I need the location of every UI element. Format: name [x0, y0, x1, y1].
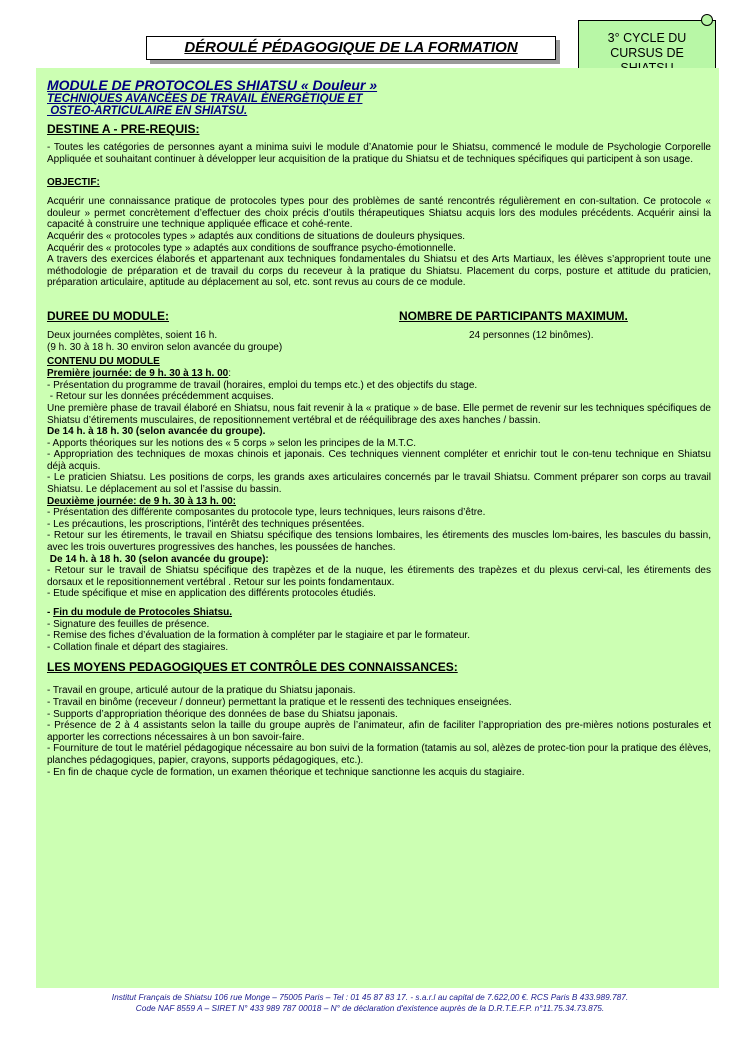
objectif-heading: OBJECTIF: — [47, 177, 100, 189]
day2-am-heading: Deuxième journée: de 9 h. 30 à 13 h. 00: — [47, 495, 236, 507]
fin-item-3: - Collation finale et départ des stagiaires. — [47, 641, 229, 653]
moyens-heading: LES MOYENS PEDAGOGIQUES ET CONTRÔLE DES CONNAISSANCES: — [47, 660, 458, 675]
day1-pm-item-1: - Apports théoriques sur les notions des « 5 corps » selon les principes de la M.T.C. — [47, 437, 417, 449]
day2-pm-item-1: - Retour sur le travail de Shiatsu spécifique des trapèzes et de la nuque, les étirements des trapèzes et du plexus cervi-cal, les étirements des dorsaux et le repositionnement vertébral . Retour sur les points fondamentaux. — [47, 565, 711, 588]
day2-am-item-2: - Les précautions, les proscriptions, l’intérêt des techniques présentées. — [47, 518, 365, 530]
duree-line-1: Deux journées complètes, soient 16 h. — [47, 329, 218, 341]
moyens-item-4: - Présence de 2 à 4 assistants selon la taille du groupe auprès de l’animateur, afin de faciliter l’appropriation des pre-mières notions posturales et apporter les corrections nécessaires à un bon savoir-faire. — [47, 720, 711, 743]
objectif-paragraph-2: Acquérir des « protocoles types » adaptés aux conditions de situations de douleurs physiques. — [47, 230, 466, 242]
day1-am-item-3: Une première phase de travail élaboré en Shiatsu, nous fait revenir à la « pratique » de base. Elle permet de revenir sur les techniques spécifiques de Shiatsu d’étirements musculaires, de repositionnement vertébral et de rééquilibrage des axes hanches / bassin. — [47, 402, 711, 426]
cycle-line-2: CURSUS DE — [610, 46, 684, 60]
duree-column — [47, 309, 399, 353]
day1-am-item-1: - Présentation du programme de travail (horaires, emploi du temps etc.) et des objectifs du stage. — [47, 379, 478, 391]
page-title: DÉROULÉ PÉDAGOGIQUE DE LA FORMATION — [146, 36, 556, 60]
contenu-heading: CONTENU DU MODULE — [47, 356, 160, 368]
day1-am-time: de 9 h. 30 à 13 h. 00 — [132, 368, 229, 380]
day1-pm-item-2: - Appropriation des techniques de moxas chinois et japonais. Ces techniques viennent compléter et enrichir tout le con-tenu technique en Shiatsu déjà acquis. — [47, 449, 711, 472]
fin-item-1: - Signature des feuilles de présence. — [47, 618, 210, 630]
objectif-paragraph-4: A travers des exercices élaborés et appartenant aux techniques fondamentales du Shiatsu et des Arts Martiaux, les élèves s’approprient toute une méthodologie de préparation et de travail du corps du receveur à la pratique du Shiatsu. Placement du corps, posture et attitude du praticien, préparation articulaire, aptitude au déplacement au sol, etc. sont revus au cours de ce module. — [47, 254, 711, 289]
duree-participants-row — [47, 309, 711, 353]
fin-dash: - — [47, 607, 54, 618]
content-area — [47, 78, 711, 778]
day1-pm-item-3: - Le praticien Shiatsu. Les positions de corps, les grands axes articulaires concernés par le travail Shiatsu. Comment préparer son corps au travail Shiatsu. Le déplacement au sol et l’assise du bassin. — [47, 472, 711, 496]
footer-line-2: Code NAF 8559 A – SIRET N° 433 989 787 00018 – N° de déclaration d'existence auprès de la D.R.T.E.F.P. n°11.75.34.73.875. — [135, 1002, 605, 1013]
module-title: MODULE DE PROTOCOLES SHIATSU « Douleur » — [47, 77, 378, 93]
moyens-item-6: - En fin de chaque cycle de formation, un examen théorique et technique sanctionne les acquis du stagiaire. — [47, 766, 525, 778]
page-footer — [0, 992, 740, 1013]
duree-line-2: (9 h. 30 à 18 h. 30 environ selon avancée du groupe) — [47, 341, 283, 353]
day1-am-label: Première journée: — [47, 368, 133, 380]
day2-pm-item-2: - Etude spécifique et mise en application des différents protocoles étudiés. — [47, 588, 376, 600]
fin-label: Fin du module de Protocoles Shiatsu. — [53, 607, 233, 618]
objectif-paragraph-3: Acquérir des « protocoles type » adaptés aux conditions de souffrance psycho-émotionnelle. — [47, 242, 456, 254]
cycle-line-1: 3° CYCLE DU — [607, 31, 687, 45]
prereq-text: - Toutes les catégories de personnes ayant a minima suivi le module d’Anatomie pour le Shiatsu, commencé le module de Psychologie Corporelle Appliquée et souhaitant continuer à développer leur acquisition de la pratique du Shiatsu et de techniques spécifiques qui participent à son usage. — [47, 142, 711, 165]
footer-line-1: Institut Français de Shiatsu 106 rue Monge – 75005 Paris – Tel : 01 45 87 83 17. - s.a.r.l au capital de 7.622,00 €. RCS Paris B 433.989.787. — [111, 992, 629, 1002]
moyens-item-3: - Supports d’appropriation théorique des données de base du Shiatsu japonais. — [47, 708, 398, 720]
fin-heading — [47, 607, 711, 619]
moyens-item-1: - Travail en groupe, articulé autour de la pratique du Shiatsu japonais. — [47, 685, 356, 697]
participants-heading: NOMBRE DE PARTICIPANTS MAXIMUM. — [399, 308, 628, 323]
duree-heading: DUREE DU MODULE: — [47, 308, 169, 323]
day1-am-heading — [47, 368, 711, 380]
module-subtitle-line-1: TECHNIQUES AVANCÉES DE TRAVAIL ÉNERGÉTIQUE ET — [47, 93, 363, 105]
fin-item-2: - Remise des fiches d’évaluation de la formation à compléter par le stagiaire et par le formateur. — [47, 630, 470, 642]
day2-pm-heading: De 14 h. à 18 h. 30 (selon avancée du groupe): — [47, 553, 269, 565]
day2-am-item-1: - Présentation des différente composantes du protocole type, leurs techniques, leurs raisons d’être. — [47, 507, 486, 519]
prereq-heading: DESTINE A - PRE-REQUIS: — [47, 122, 200, 136]
day2-am-item-3: - Retour sur les étirements, le travail en Shiatsu spécifique des tensions lombaires, les étirements des muscles lom-baires, les bascules du bassin, avec les trois ouvertures progressives des hanches, les poussées de hanches. — [47, 530, 711, 554]
day1-am-colon: : — [228, 368, 231, 380]
participants-column — [399, 309, 711, 353]
objectif-paragraph-1: Acquérir une connaissance pratique de protocoles types pour des problèmes de santé rencontrés régulièrement en con-sultation. Ce protocole « douleur » permet concrètement d’effectuer des choix précis d’outils thérapeutiques Shiatsu acquis lors des modules précédents. Acquérir ainsi la capacité à construire une technique appliquée efficace et cohé-rente. — [47, 196, 711, 231]
moyens-item-2: - Travail en binôme (receveur / donneur) permettant la pratique et le ressenti des techniques enseignées. — [47, 696, 512, 708]
day1-am-item-2: - Retour sur les données précédemment acquises. — [47, 391, 274, 403]
moyens-item-5: - Fourniture de tout le matériel pédagogique nécessaire au bon suivi de la formation (tatamis au sol, alèzes de protec-tion pour la pratique des élèves, planches pédagogiques, papier, crayons, supports pédagogiques, etc.). — [47, 743, 711, 766]
scroll-curl-top — [701, 14, 713, 26]
day1-pm-heading: De 14 h. à 18 h. 30 (selon avancée du groupe). — [47, 426, 266, 438]
module-subtitle-line-2: OSTEO-ARTICULAIRE EN SHIATSU. — [47, 105, 248, 117]
participants-value: 24 personnes (12 binômes). — [469, 329, 594, 341]
